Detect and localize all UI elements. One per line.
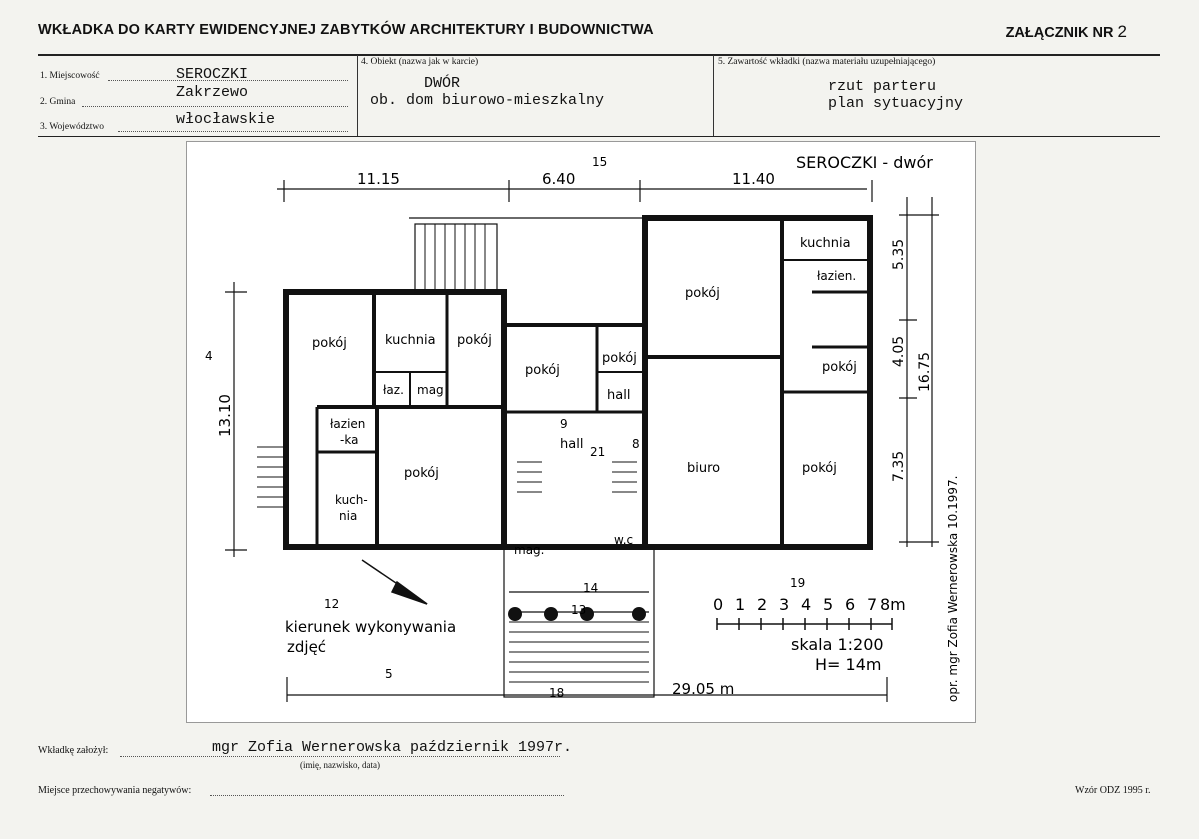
direction-label: kierunek wykonywania (285, 618, 457, 636)
room-label: -ka (340, 433, 359, 447)
annex-number: 2 (1117, 22, 1127, 41)
plan-title: SEROCZKI - dwór (796, 153, 933, 172)
negatywy-line (210, 795, 564, 796)
dim-top-2: 6.40 (542, 170, 576, 188)
scale-tick-label: 5 (823, 595, 834, 614)
scale-label: skala 1:200 (791, 635, 884, 654)
gmina-line (82, 106, 348, 107)
room-label: pokój (312, 336, 347, 351)
room-label: kuch- (335, 493, 368, 507)
scale-tick-label: 2 (757, 595, 768, 614)
annex-label (1006, 22, 1127, 42)
scale-tick-label: 3 (779, 595, 790, 614)
room-label: hall (607, 388, 631, 403)
room-label: mag (417, 383, 444, 397)
room-label: kuchnia (800, 236, 851, 251)
room-label: łazien. (817, 269, 857, 283)
obiekt-value-1: DWÓR (424, 75, 461, 92)
room-label: mag. (514, 543, 545, 557)
obiekt-label: 4. Obiekt (nazwa jak w karcie) (361, 57, 479, 67)
direction-label: zdjęć (287, 638, 327, 656)
wojewodztwo-value: włocławskie (176, 111, 276, 128)
gmina-label: 2. Gmina (40, 97, 76, 107)
dim-right-3: 7.35 (891, 450, 907, 482)
room-label: pokój (457, 333, 492, 348)
scale-tick-label: 1 (735, 595, 746, 614)
form-id: Wzór ODZ 1995 r. (1075, 785, 1151, 796)
photo-point: 14 (583, 581, 599, 595)
photo-point: 19 (790, 576, 806, 590)
dim-left: 13.10 (216, 394, 234, 437)
floor-plan (186, 141, 976, 723)
dim-top-1: 11.15 (357, 170, 400, 188)
floor-plan-drawing (187, 142, 975, 722)
zalozyl-hint: (imię, nazwisko, data) (300, 760, 380, 770)
photo-point: 13 (571, 603, 587, 617)
field-divider (357, 55, 358, 136)
miejscowosc-value: SEROCZKI (176, 66, 249, 83)
header-rule (38, 54, 1160, 56)
page-title: WKŁADKA DO KARTY EWIDENCYJNEJ ZABYTKÓW ARCHITEKTURY I BUDOWNICTWA (38, 22, 654, 38)
photo-point: 21 (590, 445, 606, 459)
zawartosc-value-1: rzut parteru (828, 78, 937, 95)
wojewodztwo-label: 3. Województwo (40, 122, 104, 132)
wojewodztwo-line (118, 131, 348, 132)
zawartosc-value-2: plan sytuacyjny (828, 95, 964, 112)
photo-point: 5 (385, 667, 393, 681)
room-label: pokój (802, 461, 837, 476)
photo-point: 18 (549, 686, 565, 700)
room-label: łazien (330, 417, 366, 431)
room-label: hall (560, 437, 584, 452)
room-label: nia (339, 509, 358, 523)
room-label: biuro (687, 461, 721, 476)
room-label: pokój (404, 466, 439, 481)
obiekt-value-2: ob. dom biurowo-mieszkalny (370, 92, 605, 109)
zalozyl-value: mgr Zofia Wernerowska październik 1997r. (212, 739, 573, 756)
author-signature: opr. mgr Zofia Wernerowska 10.1997. (946, 475, 960, 702)
zawartosc-label: 5. Zawartość wkładki (nazwa materiału uzupełniającego) (718, 57, 936, 67)
scale-tick-label: 4 (801, 595, 812, 614)
photo-point: 8 (632, 437, 640, 451)
gmina-value: Zakrzewo (176, 84, 249, 101)
scale-tick-label: 6 (845, 595, 856, 614)
scale-tick-label: 7 (867, 595, 878, 614)
scale-tick-label: 0 (713, 595, 724, 614)
room-label: pokój (822, 360, 857, 375)
photo-point: 4 (205, 349, 213, 363)
room-label: pokój (602, 351, 637, 366)
dim-top-3: 11.40 (732, 170, 775, 188)
dim-bottom: 29.05 m (672, 680, 735, 698)
dim-right-2: 4.05 (891, 335, 907, 367)
room-label: łaz. (383, 383, 404, 397)
zalozyl-line (120, 756, 560, 757)
photo-point: 12 (324, 597, 340, 611)
dim-right-total: 16.75 (917, 351, 933, 392)
miejscowosc-label: 1. Miejscowość (40, 71, 100, 81)
photo-point: 9 (560, 417, 568, 431)
room-label: w.c (614, 533, 634, 547)
negatywy-label: Miejsce przechowywania negatywów: (38, 785, 192, 796)
room-label: pokój (685, 286, 720, 301)
room-label: pokój (525, 363, 560, 378)
field-divider (713, 55, 714, 136)
height-label: H= 14m (815, 655, 882, 674)
photo-point: 15 (592, 155, 608, 169)
scale-tick-label: 8m (880, 595, 906, 614)
zalozyl-label: Wkładkę założył: (38, 745, 109, 756)
room-label: kuchnia (385, 333, 436, 348)
annex-label-text: ZAŁĄCZNIK NR (1005, 25, 1114, 41)
fields-bottom-rule (38, 136, 1160, 137)
dim-right-1: 5.35 (891, 238, 907, 270)
